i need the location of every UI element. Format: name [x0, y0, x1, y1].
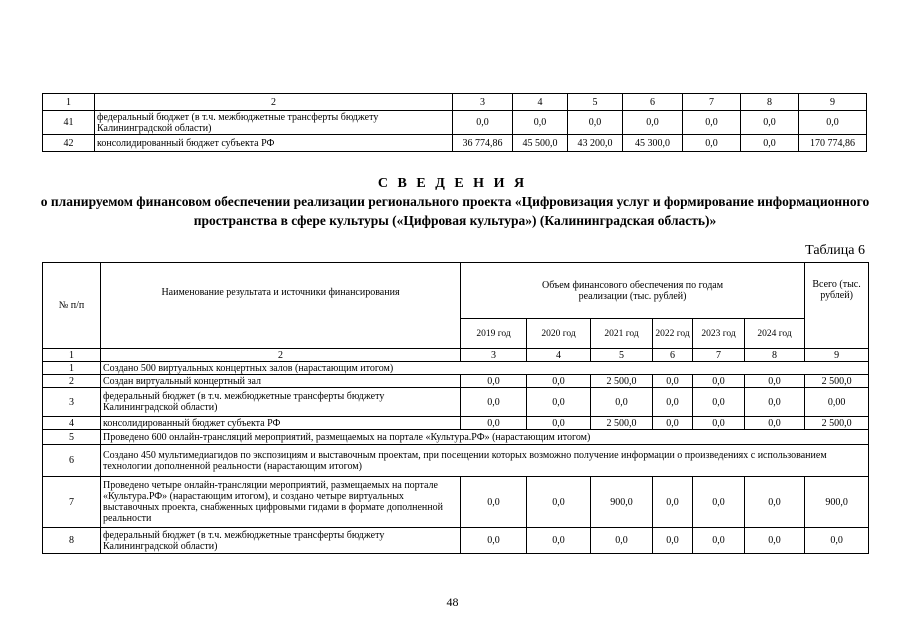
index-cell: 2: [101, 349, 461, 362]
year-2019: 2019 год: [461, 319, 527, 349]
year-2024: 2024 год: [745, 319, 805, 349]
row-name: федеральный бюджет (в т.ч. межбюджетные трансферты бюджету Калининградской области): [101, 528, 461, 554]
row-value: 0,0: [741, 111, 799, 135]
row-name: Создан виртуальный концертный зал: [101, 375, 461, 388]
row-value: 0,00: [805, 388, 869, 417]
row-value: 0,0: [693, 528, 745, 554]
header-volume: Объем финансового обеспечения по годам реализации (тыс. рублей): [461, 263, 805, 319]
top-header-cell: 1: [43, 94, 95, 111]
top-table-header-row: [43, 94, 867, 111]
index-cell: 8: [745, 349, 805, 362]
header-name: Наименование результата и источники финансирования: [101, 263, 461, 349]
table-row: [43, 375, 869, 388]
result-text: Проведено 600 онлайн-трансляций мероприятий, размещаемых на портале «Культура.РФ» (нарастающим итогом): [101, 430, 869, 445]
top-header-cell: 6: [623, 94, 683, 111]
row-value: 0,0: [745, 375, 805, 388]
top-continuation-table: [42, 93, 867, 152]
row-value: 43 200,0: [568, 135, 623, 152]
row-name: федеральный бюджет (в т.ч. межбюджетные трансферты бюджету Калининградской области): [101, 388, 461, 417]
row-name: консолидированный бюджет субъекта РФ: [101, 417, 461, 430]
row-value: 0,0: [745, 388, 805, 417]
row-value: 36 774,86: [453, 135, 513, 152]
row-value: 0,0: [513, 111, 568, 135]
row-value: 0,0: [653, 477, 693, 528]
row-value: 2 500,0: [805, 375, 869, 388]
row-value: 0,0: [527, 375, 591, 388]
row-value: 0,0: [693, 417, 745, 430]
document-title: С В Е Д Е Н И Я: [377, 176, 528, 191]
row-value: 0,0: [683, 111, 741, 135]
index-cell: 7: [693, 349, 745, 362]
row-name: федеральный бюджет (в т.ч. межбюджетные трансферты бюджету Калининградской области): [95, 111, 453, 135]
index-cell: 6: [653, 349, 693, 362]
row-value: 900,0: [591, 477, 653, 528]
row-number: 41: [43, 111, 95, 135]
top-header-cell: 4: [513, 94, 568, 111]
header-row: [43, 263, 869, 319]
top-header-cell: 5: [568, 94, 623, 111]
row-value: 0,0: [653, 388, 693, 417]
row-number: 1: [43, 362, 101, 375]
table-row: [43, 135, 867, 152]
row-value: 0,0: [527, 417, 591, 430]
row-value: 0,0: [461, 417, 527, 430]
row-value: 0,0: [461, 528, 527, 554]
index-cell: 1: [43, 349, 101, 362]
row-number: 7: [43, 477, 101, 528]
row-value: 0,0: [653, 417, 693, 430]
row-value: 0,0: [461, 477, 527, 528]
top-header-cell: 7: [683, 94, 741, 111]
row-number: 6: [43, 445, 101, 477]
row-value: 0,0: [693, 477, 745, 528]
row-value: 0,0: [461, 375, 527, 388]
result-text: Создано 450 мультимедиагидов по экспозициям и выставочным проектам, при посещении которых возможно получение информации о произведениях с использованием технологии дополненной реальности (нарастающим итогом): [101, 445, 869, 477]
table-row: [43, 417, 869, 430]
index-row: [43, 349, 869, 362]
table-row: [43, 477, 869, 528]
row-value: 0,0: [527, 477, 591, 528]
table-row: [43, 362, 869, 375]
top-header-cell: 9: [799, 94, 867, 111]
row-value: 0,0: [527, 528, 591, 554]
top-header-cell: 8: [741, 94, 799, 111]
index-cell: 5: [591, 349, 653, 362]
header-num: № п/п: [43, 263, 101, 349]
row-value: 45 500,0: [513, 135, 568, 152]
year-2022: 2022 год: [653, 319, 693, 349]
table-row: [43, 528, 869, 554]
row-value: 0,0: [653, 375, 693, 388]
row-value: 2 500,0: [591, 375, 653, 388]
row-value: 0,0: [745, 417, 805, 430]
row-value: 900,0: [805, 477, 869, 528]
row-value: 0,0: [805, 528, 869, 554]
row-value: 0,0: [653, 528, 693, 554]
year-2020: 2020 год: [527, 319, 591, 349]
row-number: 5: [43, 430, 101, 445]
top-header-cell: 3: [453, 94, 513, 111]
index-cell: 9: [805, 349, 869, 362]
header-total: Всего (тыс. рублей): [805, 263, 869, 349]
row-value: 0,0: [527, 388, 591, 417]
row-value: 0,0: [591, 388, 653, 417]
row-value: 0,0: [745, 528, 805, 554]
row-name: Проведено четыре онлайн-трансляции мероприятий, размещаемых на портале «Культура.РФ» (нарастающим итогом), и создано четыре виртуальных выставочных проекта, снабженных цифровыми гидами в формате дополненной реальности: [101, 477, 461, 528]
row-value: 0,0: [461, 388, 527, 417]
row-number: 42: [43, 135, 95, 152]
row-number: 4: [43, 417, 101, 430]
row-value: 170 774,86: [799, 135, 867, 152]
table-row: [43, 111, 867, 135]
row-value: 0,0: [693, 388, 745, 417]
row-value: 0,0: [591, 528, 653, 554]
row-value: 0,0: [568, 111, 623, 135]
row-name: консолидированный бюджет субъекта РФ: [95, 135, 453, 152]
top-header-cell: 2: [95, 94, 453, 111]
row-value: 0,0: [623, 111, 683, 135]
table-row: [43, 445, 869, 477]
document-subtitle: о планируемом финансовом обеспечении реализации регионального проекта «Цифровизация услуг и формирование информационного пространства в сфере культуры («Цифровая культура») (Калининградская область)»: [40, 194, 870, 228]
table-row: [43, 388, 869, 417]
row-value: 0,0: [453, 111, 513, 135]
table-label: Таблица 6: [805, 243, 865, 258]
row-number: 2: [43, 375, 101, 388]
result-text: Создано 500 виртуальных концертных залов (нарастающим итогом): [101, 362, 869, 375]
row-value: 0,0: [745, 477, 805, 528]
row-number: 8: [43, 528, 101, 554]
financing-table: [42, 262, 869, 554]
row-number: 3: [43, 388, 101, 417]
row-value: 0,0: [799, 111, 867, 135]
row-value: 0,0: [693, 375, 745, 388]
table-row: [43, 430, 869, 445]
row-value: 45 300,0: [623, 135, 683, 152]
year-2021: 2021 год: [591, 319, 653, 349]
index-cell: 3: [461, 349, 527, 362]
year-2023: 2023 год: [693, 319, 745, 349]
page-number: 48: [446, 595, 459, 609]
row-value: 2 500,0: [805, 417, 869, 430]
row-value: 0,0: [741, 135, 799, 152]
row-value: 0,0: [683, 135, 741, 152]
index-cell: 4: [527, 349, 591, 362]
row-value: 2 500,0: [591, 417, 653, 430]
